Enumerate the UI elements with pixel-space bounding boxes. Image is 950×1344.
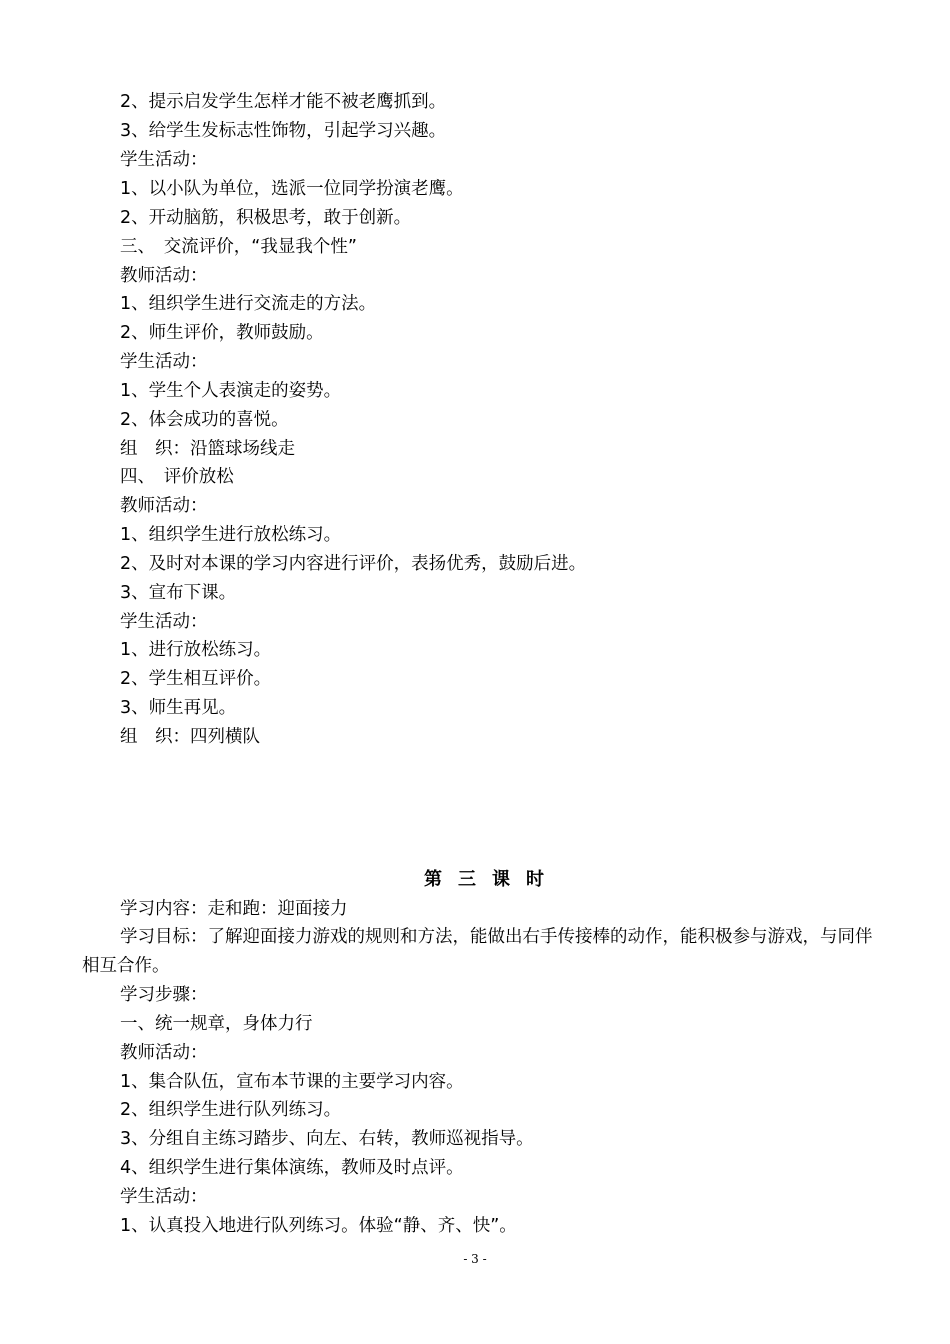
text-line: 教师活动： — [120, 496, 208, 516]
text-line: 学生活动： — [120, 150, 208, 170]
text-line: 1、进行放松练习。 — [120, 640, 272, 660]
text-line: 1、组织学生进行交流走的方法。 — [120, 294, 377, 314]
page-number: - 3 - — [463, 1252, 487, 1266]
text-line: 学习步骤： — [120, 985, 208, 1005]
text-line: 四、 评价放松 — [120, 467, 234, 487]
text-line: 组 织：四列横队 — [120, 727, 260, 747]
text-line: 学生活动： — [120, 612, 208, 632]
text-line: 教师活动： — [120, 1043, 208, 1063]
text-line: 1、集合队伍，宣布本节课的主要学习内容。 — [120, 1072, 464, 1092]
goal-paragraph: 学习目标：了解迎面接力游戏的规则和方法，能做出右手传接棒的动作，能积极参与游戏，与同伴相互合作。 — [82, 927, 873, 976]
text-line: 2、学生相互评价。 — [120, 669, 272, 689]
text-line: 2、开动脑筋，积极思考，敢于创新。 — [120, 208, 412, 228]
text-line: 三、 交流评价，“我显我个性” — [120, 237, 357, 257]
content-line: 学习内容：走和跑：迎面接力 — [120, 899, 348, 919]
text-line: 1、组织学生进行放松练习。 — [120, 525, 342, 545]
text-line: 2、提示启发学生怎样才能不被老鹰抓到。 — [120, 92, 447, 112]
text-line: 3、分组自主练习踏步、向左、右转，教师巡视指导。 — [120, 1129, 534, 1149]
text-line: 一、统一规章，身体力行 — [120, 1014, 313, 1034]
section-heading: 第三课时 — [424, 869, 560, 890]
text-line: 3、师生再见。 — [120, 698, 237, 718]
text-line: 4、组织学生进行集体演练，教师及时点评。 — [120, 1158, 464, 1178]
text-line: 学生活动： — [120, 352, 208, 372]
text-line: 1、认真投入地进行队列练习。体验“静、齐、快”。 — [120, 1216, 517, 1236]
text-line: 组 织：沿篮球场线走 — [120, 439, 295, 459]
text-line: 学生活动： — [120, 1187, 208, 1207]
text-line: 2、体会成功的喜悦。 — [120, 410, 289, 430]
text-line: 2、及时对本课的学习内容进行评价，表扬优秀，鼓励后进。 — [120, 554, 587, 574]
text-line: 1、学生个人表演走的姿势。 — [120, 381, 342, 401]
text-line: 2、组织学生进行队列练习。 — [120, 1100, 342, 1120]
text-line: 2、师生评价，教师鼓励。 — [120, 323, 324, 343]
text-line: 1、以小队为单位，选派一位同学扮演老鹰。 — [120, 179, 464, 199]
text-line: 3、宣布下课。 — [120, 583, 237, 603]
text-line: 3、给学生发标志性饰物，引起学习兴趣。 — [120, 121, 447, 141]
text-line: 教师活动： — [120, 266, 208, 286]
